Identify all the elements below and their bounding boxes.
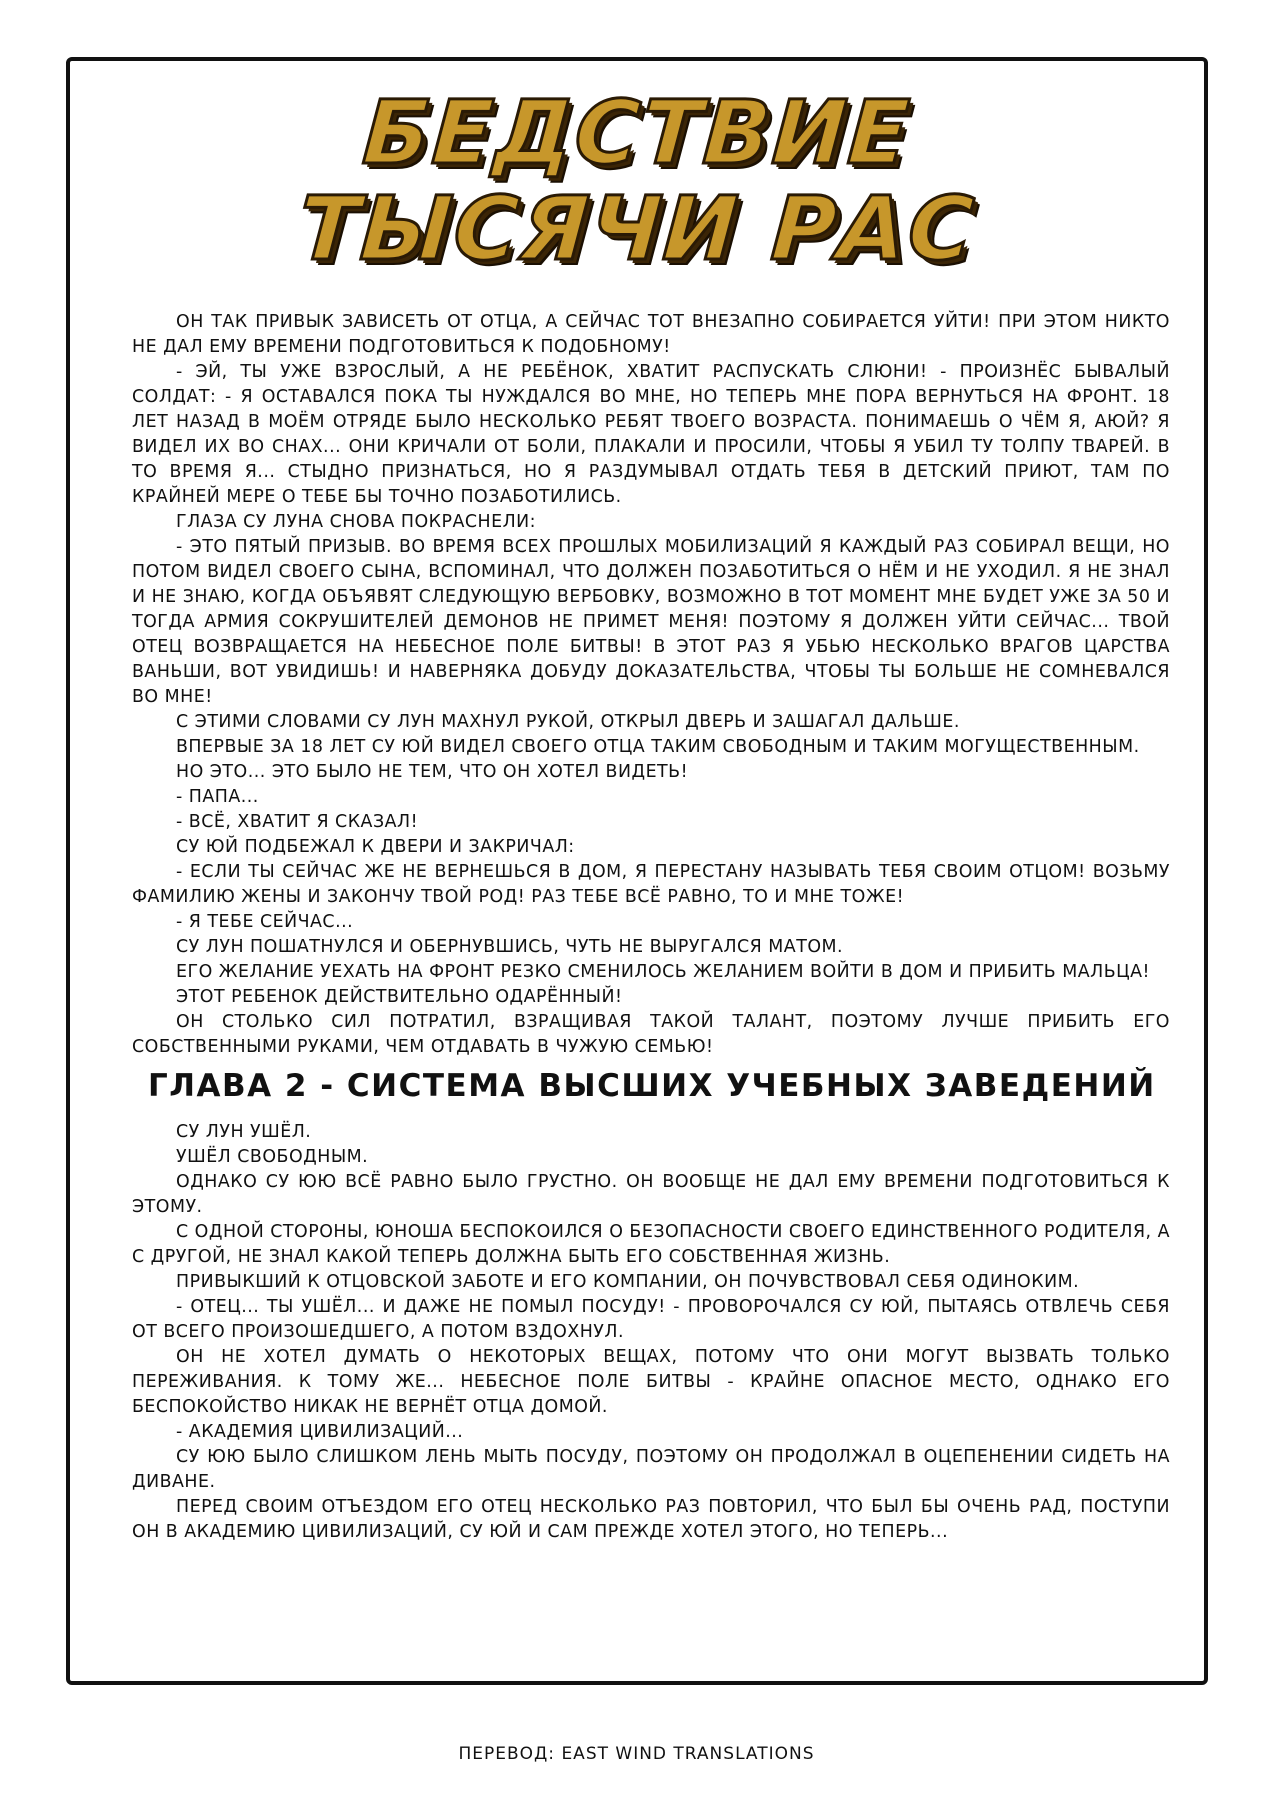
paragraph: С ОДНОЙ СТОРОНЫ, ЮНОША БЕСПОКОИЛСЯ О БЕЗОПАСНОСТИ СВОЕГО ЕДИНСТВЕННОГО РОДИТЕЛЯ, А С ДРУГОЙ, НЕ ЗНАЛ КАКОЙ ТЕПЕРЬ ДОЛЖНА БЫТЬ ЕГО СОБСТВЕННАЯ ЖИЗНЬ. xyxy=(132,1222,1170,1267)
paragraphs-part2 xyxy=(132,1120,1170,1545)
title-line-1: БЕДСТВИЕ xyxy=(359,81,915,184)
paragraph: - ЕСЛИ ТЫ СЕЙЧАС ЖЕ НЕ ВЕРНЕШЬСЯ В ДОМ, Я ПЕРЕСТАНУ НАЗЫВАТЬ ТЕБЯ СВОИМ ОТЦОМ! ВОЗЬМУ ФАМИЛИЮ ЖЕНЫ И ЗАКОНЧУ ТВОЙ РОД! РАЗ ТЕБЕ ВСЁ РАВНО, ТО И МНЕ ТОЖЕ! xyxy=(132,862,1170,907)
text-body xyxy=(132,310,1170,1545)
paragraph: ОН СТОЛЬКО СИЛ ПОТРАТИЛ, ВЗРАЩИВАЯ ТАКОЙ ТАЛАНТ, ПОЭТОМУ ЛУЧШЕ ПРИБИТЬ ЕГО СОБСТВЕННЫМИ РУКАМИ, ЧЕМ ОТДАВАТЬ В ЧУЖУЮ СЕМЬЮ! xyxy=(132,1012,1170,1057)
paragraph: ЭТОТ РЕБЕНОК ДЕЙСТВИТЕЛЬНО ОДАРЁННЫЙ! xyxy=(176,987,623,1007)
paragraph: ОДНАКО СУ ЮЮ ВСЁ РАВНО БЫЛО ГРУСТНО. ОН ВООБЩЕ НЕ ДАЛ ЕМУ ВРЕМЕНИ ПОДГОТОВИТЬСЯ К ЭТОМУ. xyxy=(132,1172,1170,1217)
paragraph: - ВСЁ, ХВАТИТ Я СКАЗАЛ! xyxy=(176,812,419,832)
paragraph: - Я ТЕБЕ СЕЙЧАС... xyxy=(176,912,354,932)
paragraph: СУ ЛУН ПОШАТНУЛСЯ И ОБЕРНУВШИСЬ, ЧУТЬ НЕ ВЫРУГАЛСЯ МАТОМ. xyxy=(176,937,844,957)
paragraph: - ЭЙ, ТЫ УЖЕ ВЗРОСЛЫЙ, А НЕ РЕБЁНОК, ХВАТИТ РАСПУСКАТЬ СЛЮНИ! - ПРОИЗНЁС БЫВАЛЫЙ СОЛДАТ: - Я ОСТАВАЛСЯ ПОКА ТЫ НУЖДАЛСЯ ВО МНЕ, НО ТЕПЕРЬ МНЕ ПОРА ВЕРНУТЬСЯ НА ФРОНТ. 18 ЛЕТ НАЗАД В МОЁМ ОТРЯДЕ БЫЛО НЕСКОЛЬКО РЕБЯТ ТВОЕГО ВОЗРАСТА. ПОНИМАЕШЬ О ЧЁМ Я, АЮЙ? Я ВИДЕЛ ИХ ВО СНАХ... ОНИ КРИЧАЛИ ОТ БОЛИ, ПЛАКАЛИ И ПРОСИЛИ, ЧТОБЫ Я УБИЛ ТУ ТОЛПУ ТВАРЕЙ. В ТО ВРЕМЯ Я... СТЫДНО ПРИЗНАТЬСЯ, НО Я РАЗДУМЫВАЛ ОТДАТЬ ТЕБЯ В ДЕТСКИЙ ПРИЮТ, ТАМ ПО КРАЙНЕЙ МЕРЕ О ТЕБЕ БЫ ТОЧНО ПОЗАБОТИЛИСЬ. xyxy=(132,362,1170,507)
page-frame xyxy=(66,57,1208,1685)
paragraph: СУ ЮЙ ПОДБЕЖАЛ К ДВЕРИ И ЗАКРИЧАЛ: xyxy=(176,837,575,857)
paragraph: УШЁЛ СВОБОДНЫМ. xyxy=(176,1147,369,1167)
paragraph: - ОТЕЦ... ТЫ УШЁЛ... И ДАЖЕ НЕ ПОМЫЛ ПОСУДУ! - ПРОВОРОЧАЛСЯ СУ ЮЙ, ПЫТАЯСЬ ОТВЛЕЧЬ СЕБЯ ОТ ВСЕГО ПРОИЗОШЕДШЕГО, А ПОТОМ ВЗДОХНУЛ. xyxy=(132,1297,1170,1342)
paragraph: ПЕРЕД СВОИМ ОТЪЕЗДОМ ЕГО ОТЕЦ НЕСКОЛЬКО РАЗ ПОВТОРИЛ, ЧТО БЫЛ БЫ ОЧЕНЬ РАД, ПОСТУПИ ОН В АКАДЕМИЮ ЦИВИЛИЗАЦИЙ, СУ ЮЙ И САМ ПРЕЖДЕ ХОТЕЛ ЭТОГО, НО ТЕПЕРЬ... xyxy=(132,1497,1170,1542)
paragraph: С ЭТИМИ СЛОВАМИ СУ ЛУН МАХНУЛ РУКОЙ, ОТКРЫЛ ДВЕРЬ И ЗАШАГАЛ ДАЛЬШЕ. xyxy=(176,712,960,732)
paragraph: ГЛАЗА СУ ЛУНА СНОВА ПОКРАСНЕЛИ: xyxy=(176,512,537,532)
paragraph: НО ЭТО... ЭТО БЫЛО НЕ ТЕМ, ЧТО ОН ХОТЕЛ ВИДЕТЬ! xyxy=(176,762,689,782)
translator-credit: ПЕРЕВОД: EAST WIND TRANSLATIONS xyxy=(458,1744,815,1764)
paragraph: - АКАДЕМИЯ ЦИВИЛИЗАЦИЙ... xyxy=(176,1422,464,1442)
paragraph: ЕГО ЖЕЛАНИЕ УЕХАТЬ НА ФРОНТ РЕЗКО СМЕНИЛОСЬ ЖЕЛАНИЕМ ВОЙТИ В ДОМ И ПРИБИТЬ МАЛЬЦА! xyxy=(176,962,1150,982)
paragraph: ОН НЕ ХОТЕЛ ДУМАТЬ О НЕКОТОРЫХ ВЕЩАХ, ПОТОМУ ЧТО ОНИ МОГУТ ВЫЗВАТЬ ТОЛЬКО ПЕРЕЖИВАНИЯ. К ТОМУ ЖЕ... НЕБЕСНОЕ ПОЛЕ БИТВЫ - КРАЙНЕ ОПАСНОЕ МЕСТО, ОДНАКО ЕГО БЕСПОКОЙСТВО НИКАК НЕ ВЕРНЁТ ОТЦА ДОМОЙ. xyxy=(132,1347,1170,1417)
title-line-2: ТЫСЯЧИ РАС xyxy=(295,177,979,280)
paragraph: ВПЕРВЫЕ ЗА 18 ЛЕТ СУ ЮЙ ВИДЕЛ СВОЕГО ОТЦА ТАКИМ СВОБОДНЫМ И ТАКИМ МОГУЩЕСТВЕННЫМ. xyxy=(176,737,1140,757)
paragraph: СУ ЮЮ БЫЛО СЛИШКОМ ЛЕНЬ МЫТЬ ПОСУДУ, ПОЭТОМУ ОН ПРОДОЛЖАЛ В ОЦЕПЕНЕНИИ СИДЕТЬ НА ДИВАНЕ. xyxy=(132,1447,1170,1492)
paragraphs-part1 xyxy=(132,310,1170,1060)
chapter-heading: ГЛАВА 2 - СИСТЕМА ВЫСШИХ УЧЕБНЫХ ЗАВЕДЕНИЙ xyxy=(148,1068,1156,1104)
paragraph: СУ ЛУН УШЁЛ. xyxy=(176,1122,312,1142)
paragraph: - ПАПА... xyxy=(176,787,259,807)
paragraph: ПРИВЫКШИЙ К ОТЦОВСКОЙ ЗАБОТЕ И ЕГО КОМПАНИИ, ОН ПОЧУВСТВОВАЛ СЕБЯ ОДИНОКИМ. xyxy=(176,1272,1080,1292)
page-title xyxy=(70,81,1204,280)
paragraph: - ЭТО ПЯТЫЙ ПРИЗЫВ. ВО ВРЕМЯ ВСЕХ ПРОШЛЫХ МОБИЛИЗАЦИЙ Я КАЖДЫЙ РАЗ СОБИРАЛ ВЕЩИ, НО ПОТОМ ВИДЕЛ СВОЕГО СЫНА, ВСПОМИНАЛ, ЧТО ДОЛЖЕН ПОЗАБОТИТЬСЯ О НЁМ И НЕ УХОДИЛ. Я НЕ ЗНАЛ И НЕ ЗНАЮ, КОГДА ОБЪЯВЯТ СЛЕДУЮЩУЮ ВЕРБОВКУ, ВОЗМОЖНО В ТОТ МОМЕНТ МНЕ БУДЕТ УЖЕ ЗА 50 И ТОГДА АРМИЯ СОКРУШИТЕЛЕЙ ДЕМОНОВ НЕ ПРИМЕТ МЕНЯ! ПОЭТОМУ Я ДОЛЖЕН УЙТИ СЕЙЧАС... ТВОЙ ОТЕЦ ВОЗВРАЩАЕТСЯ НА НЕБЕСНОЕ ПОЛЕ БИТВЫ! В ЭТОТ РАЗ Я УБЬЮ НЕСКОЛЬКО ВРАГОВ ЦАРСТВА ВАНЬШИ, ВОТ УВИДИШЬ! И НАВЕРНЯКА ДОБУДУ ДОКАЗАТЕЛЬСТВА, ЧТОБЫ ТЫ БОЛЬШЕ НЕ СОМНЕВАЛСЯ ВО МНЕ! xyxy=(132,537,1170,707)
paragraph: ОН ТАК ПРИВЫК ЗАВИСЕТЬ ОТ ОТЦА, А СЕЙЧАС ТОТ ВНЕЗАПНО СОБИРАЕТСЯ УЙТИ! ПРИ ЭТОМ НИКТО НЕ ДАЛ ЕМУ ВРЕМЕНИ ПОДГОТОВИТЬСЯ К ПОДОБНОМУ! xyxy=(132,312,1170,357)
